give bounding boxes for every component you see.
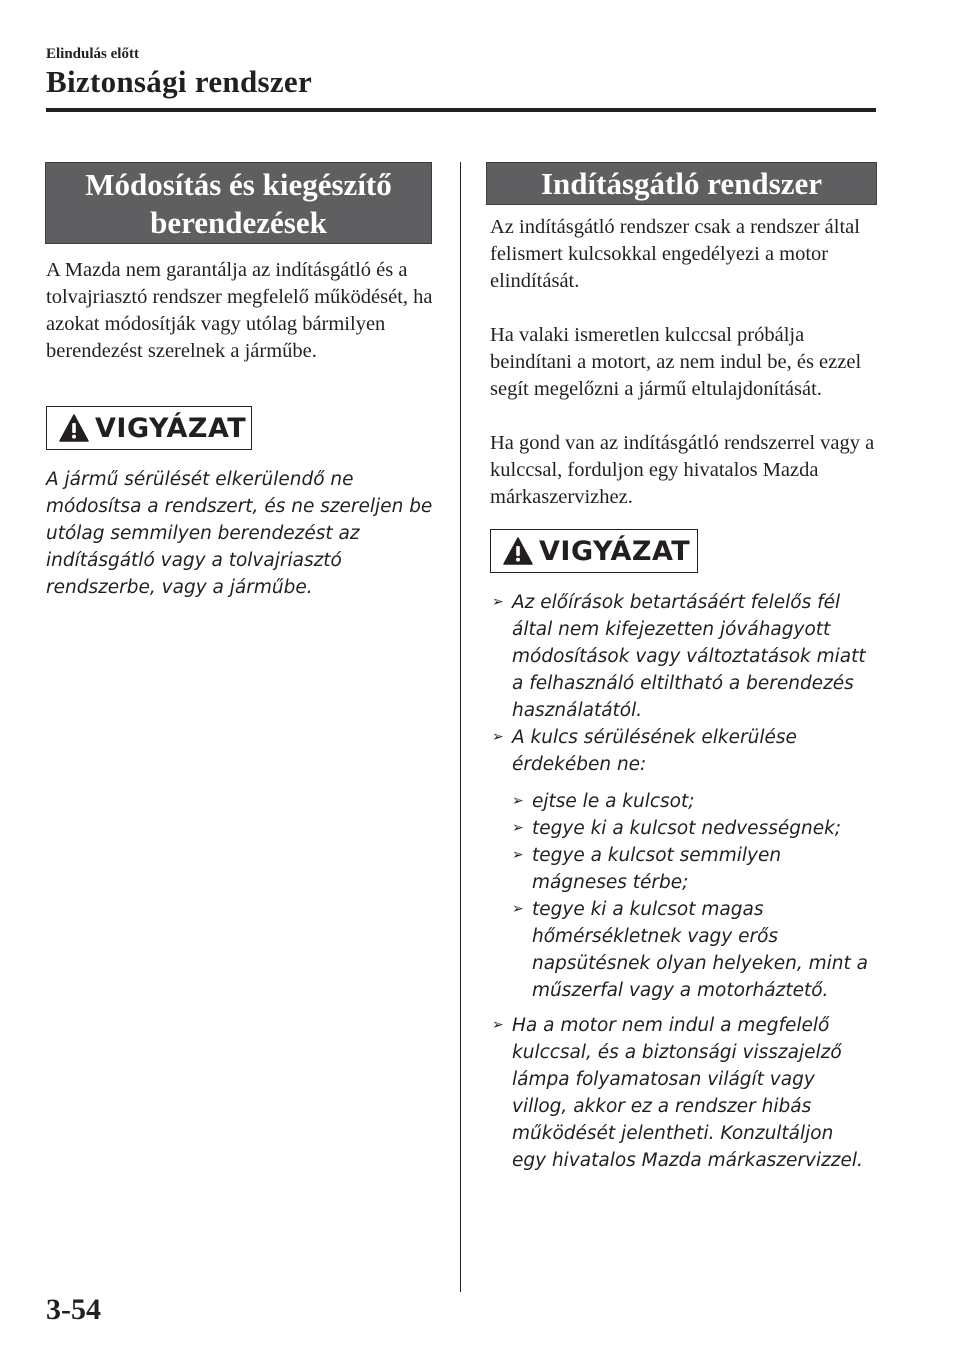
left-section-heading xyxy=(45,162,432,244)
caution-last-bullet xyxy=(492,1012,872,1174)
arrow-bullet-icon: ➢ xyxy=(492,729,504,745)
right-paragraph-2: Ha valaki ismeretlen kulccsal próbálja beindítani a motort, az nem indul be, és ezzel segít megelőzni a jármű eltulajdonítását. xyxy=(490,324,862,400)
right-paragraph-1: Az indításgátló rendszer csak a rendszer által felismert kulcsokkal engedélyezi a motor elindítását. xyxy=(490,216,860,292)
bullet-text: Az előírások betartásáért felelős fél által nem kifejezetten jóváhagyott módosítások vagy változtatások miatt a felhasználó eltiltható a berendezés használatától. xyxy=(512,592,866,721)
list-item xyxy=(492,724,872,778)
bullet-text: tegye ki a kulcsot magas hőmérsékletnek vagy erős napsütésnek olyan helyeken, mint a műszerfal vagy a motorháztető. xyxy=(532,899,869,1001)
list-item xyxy=(512,788,872,815)
arrow-bullet-icon: ➢ xyxy=(512,901,524,917)
caution-bullet-list xyxy=(492,589,872,778)
warning-triangle-icon xyxy=(503,537,533,565)
left-caution-text: A jármű sérülését elkerülendő ne módosítsa a rendszert, és ne szereljen be utólag semmilyen berendezést az indításgátló vagy a tolvajriasztó rendszerbe, vagy a járműbe. xyxy=(46,469,433,598)
right-section-heading: Indításgátló rendszer xyxy=(486,162,877,205)
arrow-bullet-icon: ➢ xyxy=(512,820,524,836)
left-heading-line1: Módosítás és kiegészítő xyxy=(85,167,392,202)
left-heading-line2: berendezések xyxy=(150,205,327,240)
section-title: Biztonsági rendszer xyxy=(46,64,313,99)
bullet-text: ejtse le a kulcsot; xyxy=(532,791,695,812)
list-item xyxy=(512,842,872,896)
bullet-text: tegye ki a kulcsot nedvességnek; xyxy=(532,818,842,839)
page-number: 3-54 xyxy=(46,1293,101,1326)
left-paragraph: A Mazda nem garantálja az indításgátló és a tolvajriasztó rendszer megfelelő működését, ha azokat módosítják vagy utólag bármilyen berendezést szerelnek a járműbe. xyxy=(46,259,433,362)
arrow-bullet-icon: ➢ xyxy=(492,594,504,610)
right-caution-label: VIGYÁZAT xyxy=(539,535,691,567)
header-rule xyxy=(46,108,876,112)
list-item xyxy=(492,589,872,724)
column-divider xyxy=(460,162,461,1292)
chapter-title: Elindulás előtt xyxy=(46,46,139,62)
right-caution-box xyxy=(490,529,698,573)
arrow-bullet-icon: ➢ xyxy=(492,1017,504,1033)
list-item xyxy=(512,815,872,842)
arrow-bullet-icon: ➢ xyxy=(512,793,524,809)
list-item xyxy=(492,1012,872,1174)
warning-triangle-icon xyxy=(59,414,89,442)
left-caution-box xyxy=(46,406,252,450)
bullet-text: Ha a motor nem indul a megfelelő kulccsal, és a biztonsági visszajelző lámpa folyamatosan világít vagy villog, akkor ez a rendszer hibás működését jelentheti. Konzultáljon egy hivatalos Mazda márkaszervizzel. xyxy=(512,1015,863,1171)
right-paragraph-3: Ha gond van az indításgátló rendszerrel vagy a kulccsal, forduljon egy hivatalos Mazda márkaszervizhez. xyxy=(490,432,875,508)
caution-sub-bullet-list xyxy=(512,788,872,1004)
arrow-bullet-icon: ➢ xyxy=(512,847,524,863)
bullet-text: tegye a kulcsot semmilyen mágneses térbe; xyxy=(532,845,782,893)
left-caution-label: VIGYÁZAT xyxy=(95,412,247,444)
list-item xyxy=(512,896,872,1004)
bullet-text: A kulcs sérülésének elkerülése érdekében ne: xyxy=(512,727,797,775)
